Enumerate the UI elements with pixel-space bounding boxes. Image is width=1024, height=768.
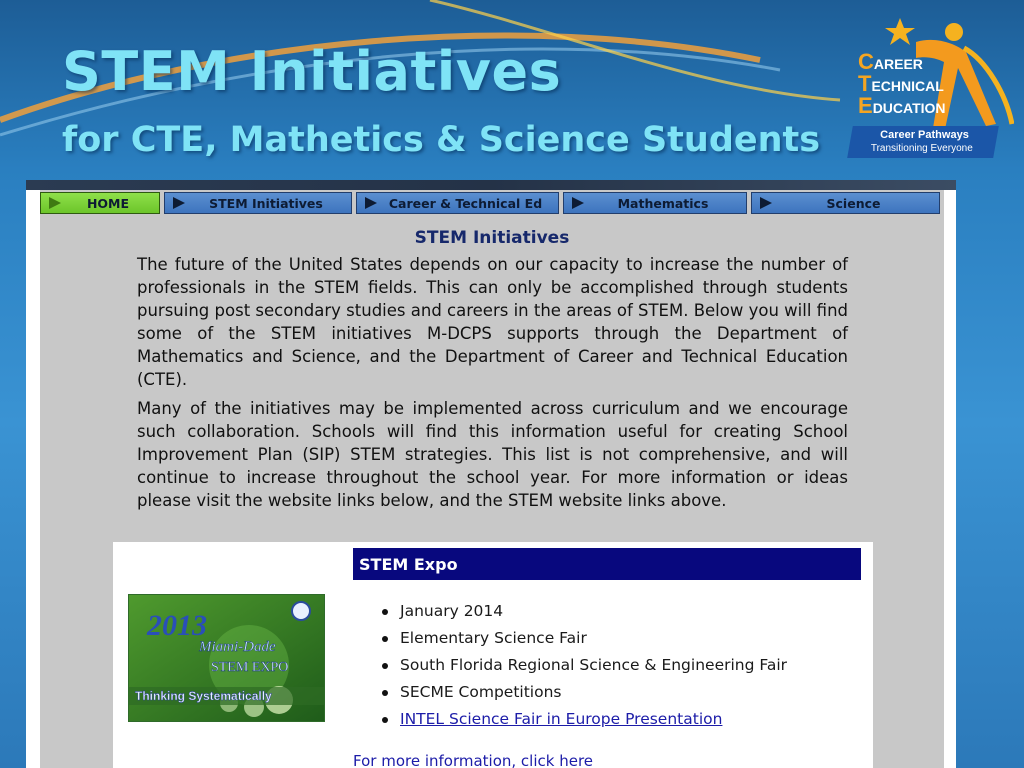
stem-expo-image[interactable]	[128, 594, 325, 722]
logo-wordmark: CAREER TECHNICAL EDUCATION	[858, 49, 946, 118]
arrow-right-icon	[572, 197, 584, 209]
nav-item-home[interactable]: HOME	[40, 192, 160, 214]
panel-top-border	[26, 180, 956, 190]
panel-right-border	[944, 190, 956, 768]
slide-title: STEM Initiatives	[62, 40, 562, 103]
website-panel	[26, 180, 956, 768]
logo-banner: Career Pathways Transitioning Everyone	[847, 126, 999, 158]
stem-expo-poster-icon	[129, 595, 324, 721]
intel-presentation-link[interactable]: INTEL Science Fair in Europe Presentation	[362, 706, 787, 733]
list-item: January 2014	[362, 598, 787, 625]
list-item: South Florida Regional Science & Engineering Fair	[362, 652, 787, 679]
nav-item-science[interactable]: Science	[751, 192, 940, 214]
intro-paragraph: The future of the United States depends on our capacity to increase the number of professionals in the STEM fields. This can only be accomplished through students pursuing post secondary studies and careers in the areas of STEM. Below you will find some of the STEM initiatives M-DCPS supports through the Department of Mathematics and Science, and the Department of Career and Technical Education (CTE).	[137, 255, 848, 389]
list-item: SECME Competitions	[362, 679, 787, 706]
stem-expo-list	[362, 598, 787, 733]
arrow-right-icon	[173, 197, 185, 209]
cte-logo	[846, 14, 1014, 162]
arrow-right-icon	[49, 197, 61, 209]
svg-text:Miami-Dade: Miami-Dade	[199, 639, 276, 655]
stem-expo-header: STEM Expo	[353, 548, 861, 580]
site-nav	[40, 192, 944, 216]
collaboration-paragraph: Many of the initiatives may be implemented across curriculum and we encourage such collaboration. Schools will find this information useful for creating School Improvement Plan (SIP) STEM strategies. This list is not comprehensive, and will continue to increase throughout the school year. For more information or ideas please visit the website links below, and the STEM website links above.	[137, 399, 848, 510]
nav-item-career-technical-ed[interactable]: Career & Technical Ed	[356, 192, 559, 214]
slide-subtitle: for CTE, Mathetics & Science Students	[62, 120, 821, 160]
nav-item-stem-initiatives[interactable]: STEM Initiatives	[164, 192, 352, 214]
arrow-right-icon	[365, 197, 377, 209]
list-item: Elementary Science Fair	[362, 625, 787, 652]
page-heading: STEM Initiatives	[414, 228, 570, 248]
nav-item-mathematics[interactable]: Mathematics	[563, 192, 747, 214]
panel-left-border	[26, 190, 40, 768]
svg-text:Thinking Systematically: Thinking Systematically	[135, 689, 272, 703]
svg-text:2013: 2013	[147, 609, 207, 642]
arrow-right-icon	[760, 197, 772, 209]
more-info-link[interactable]: For more information, click here	[353, 752, 594, 768]
svg-text:STEM EXPO: STEM EXPO	[211, 660, 289, 675]
stem-expo-box	[113, 542, 873, 768]
